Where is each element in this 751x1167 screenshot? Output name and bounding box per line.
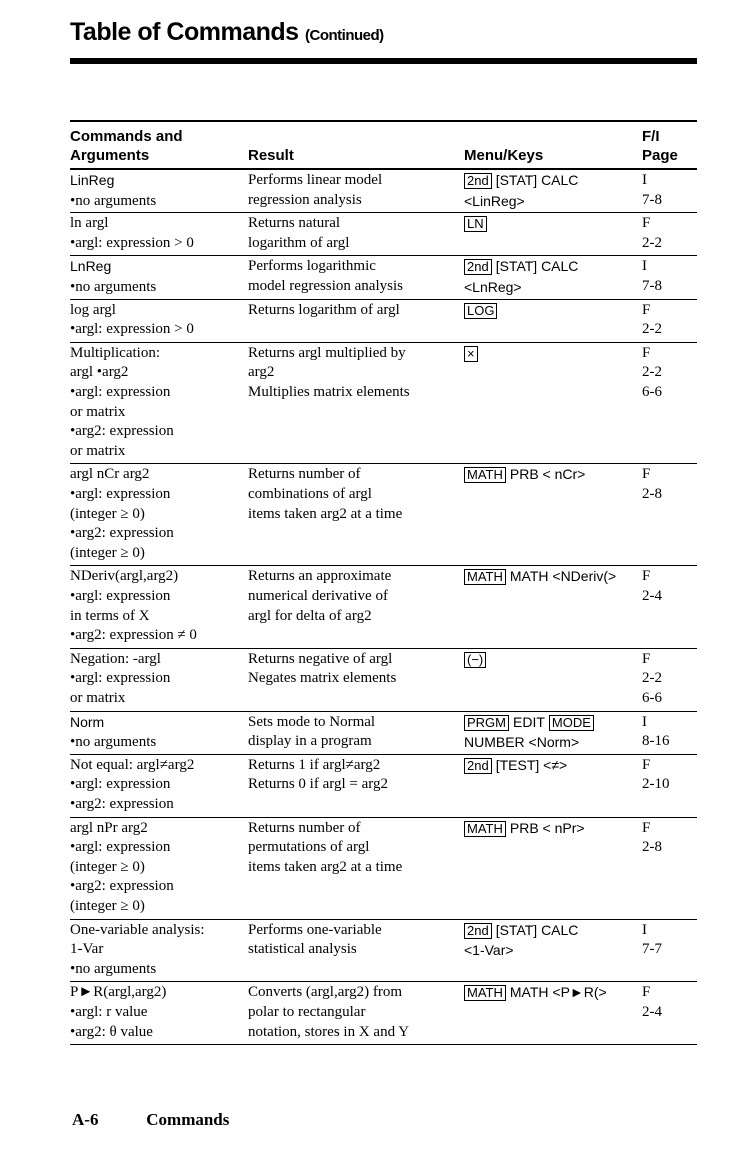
table-row <box>70 649 697 712</box>
page-line: F <box>642 466 651 483</box>
menu-keys-line <box>464 820 585 836</box>
table-row <box>70 818 697 920</box>
page-title <box>70 18 384 47</box>
command-line: or matrix <box>70 442 126 459</box>
page-line: 8-16 <box>642 733 670 750</box>
menu-keys-cell <box>464 819 585 840</box>
page-line: 6-6 <box>642 383 662 400</box>
calculator-key-icon: MATH <box>464 821 506 837</box>
command-line: LnReg <box>70 258 112 275</box>
command-cell <box>70 713 156 753</box>
calculator-key-icon: MATH <box>464 985 506 1001</box>
menu-keys-text: <1-Var> <box>464 942 514 959</box>
command-line: Norm <box>70 713 105 730</box>
command-line: •argl: expression > 0 <box>70 321 194 338</box>
menu-keys-text: [TEST] <≠> <box>495 756 568 773</box>
command-line: •argl: expression > 0 <box>70 234 194 251</box>
page-line: F <box>642 756 651 773</box>
menu-keys-line <box>464 345 482 361</box>
command-line: log argl <box>70 301 116 318</box>
menu-keys-line <box>464 568 616 584</box>
menu-keys-text: [STAT] CALC <box>495 921 579 938</box>
result-cell <box>248 257 403 296</box>
result-line: argl for delta of arg2 <box>248 607 372 624</box>
page-cell <box>642 257 662 296</box>
calculator-key-icon: 2nd <box>464 173 492 189</box>
page-cell <box>642 819 662 858</box>
menu-keys-cell <box>464 567 616 588</box>
title-rule <box>70 58 697 64</box>
menu-keys-cell <box>464 344 482 365</box>
menu-keys-line <box>464 942 514 958</box>
table-row <box>70 343 697 465</box>
table-row <box>70 982 697 1045</box>
menu-keys-line <box>464 922 578 938</box>
menu-keys-line <box>464 302 501 318</box>
table-row <box>70 170 697 213</box>
calculator-key-icon: MATH <box>464 467 506 483</box>
result-cell <box>248 650 396 689</box>
result-cell <box>248 214 349 253</box>
page-line: 2-2 <box>642 234 662 251</box>
page-line: 2-4 <box>642 1003 662 1020</box>
menu-keys-cell <box>464 214 491 235</box>
calculator-key-icon: LN <box>464 216 487 232</box>
command-line: One-variable analysis: <box>70 921 205 938</box>
result-cell <box>248 756 388 795</box>
command-cell <box>70 465 174 563</box>
header-commands-line2: Arguments <box>70 147 150 164</box>
result-cell <box>248 301 400 321</box>
menu-keys-line <box>464 279 522 295</box>
page-cell <box>642 344 662 403</box>
table-row <box>70 300 697 343</box>
table-row <box>70 566 697 648</box>
header-menu-keys: Menu/Keys <box>464 147 544 164</box>
result-cell <box>248 983 409 1042</box>
command-cell <box>70 567 197 645</box>
command-line: •no arguments <box>70 278 157 295</box>
command-cell <box>70 214 194 253</box>
header-result: Result <box>248 147 294 164</box>
calculator-key-icon: MODE <box>549 715 594 731</box>
command-line: (integer ≥ 0) <box>70 897 145 914</box>
command-line: in terms of X <box>70 607 150 624</box>
page-cell <box>642 983 662 1022</box>
calculator-key-icon: × <box>464 346 478 362</box>
menu-keys-line <box>464 466 585 482</box>
command-line: argl •arg2 <box>70 364 129 381</box>
menu-keys-text: PRB < nCr> <box>509 466 586 483</box>
command-cell <box>70 756 194 815</box>
title-main: Table of Commands <box>70 18 299 46</box>
command-cell <box>70 301 194 340</box>
calculator-key-icon: (−) <box>464 652 486 668</box>
command-line: 1-Var <box>70 941 104 958</box>
result-cell <box>248 713 375 752</box>
result-line: Returns argl multiplied by <box>248 344 406 361</box>
calculator-key-icon: 2nd <box>464 758 492 774</box>
result-line: display in a program <box>248 733 372 750</box>
command-cell <box>70 983 166 1042</box>
result-line: items taken arg2 at a time <box>248 858 403 875</box>
page-footer <box>72 1110 229 1130</box>
calculator-key-icon: LOG <box>464 303 497 319</box>
result-line: Returns 0 if argl = arg2 <box>248 776 388 793</box>
result-line: notation, stores in X and Y <box>248 1023 410 1040</box>
command-line: •no arguments <box>70 960 157 977</box>
menu-keys-cell <box>464 301 501 322</box>
menu-keys-line <box>464 258 578 274</box>
command-line: •arg2: expression <box>70 878 174 895</box>
page-line: 2-2 <box>642 670 662 687</box>
result-line: Returns natural <box>248 215 341 232</box>
result-line: regression analysis <box>248 191 362 208</box>
result-line: Converts (argl,arg2) from <box>248 984 402 1001</box>
menu-keys-line <box>464 984 607 1000</box>
menu-keys-line <box>464 757 567 773</box>
menu-keys-cell <box>464 650 490 671</box>
command-line: •arg2: expression <box>70 423 174 440</box>
result-line: Returns logarithm of argl <box>248 301 400 318</box>
page-line: 7-7 <box>642 941 662 958</box>
command-line: or matrix <box>70 689 126 706</box>
result-line: arg2 <box>248 364 275 381</box>
menu-keys-cell <box>464 921 578 962</box>
command-line: argl nCr arg2 <box>70 466 150 483</box>
result-line: items taken arg2 at a time <box>248 505 403 522</box>
result-line: Returns an approximate <box>248 568 392 585</box>
header-page <box>642 127 678 165</box>
result-line: Sets mode to Normal <box>248 713 376 730</box>
page-line: F <box>642 650 651 667</box>
result-cell <box>248 465 402 524</box>
result-cell <box>248 567 391 626</box>
command-line: •arg2: θ value <box>70 1023 153 1040</box>
page-cell <box>642 214 662 253</box>
page-line: 2-10 <box>642 776 670 793</box>
page-line: I <box>642 172 647 188</box>
calculator-key-icon: 2nd <box>464 923 492 939</box>
result-line: Negates matrix elements <box>248 670 397 687</box>
page-cell <box>642 756 670 795</box>
header-page-line2: Page <box>642 147 678 164</box>
header-commands-line1: Commands and <box>70 128 183 145</box>
result-line: permutations of argl <box>248 839 370 856</box>
page-line: I <box>642 921 647 938</box>
header-page-line1: F/I <box>642 128 660 145</box>
page-line: 7-8 <box>642 277 662 294</box>
menu-keys-cell <box>464 756 567 777</box>
result-cell <box>248 819 402 878</box>
calculator-key-icon: PRGM <box>464 715 509 731</box>
command-line: •argl: expression <box>70 776 171 793</box>
title-sub: (Continued) <box>305 27 384 44</box>
menu-keys-text: <LnReg> <box>464 278 522 295</box>
command-cell <box>70 171 156 211</box>
table-row <box>70 755 697 818</box>
menu-keys-line <box>464 172 578 188</box>
command-line: •argl: expression <box>70 485 171 502</box>
table-header <box>70 122 697 170</box>
result-line: Performs logarithmic <box>248 258 376 275</box>
command-line: Not equal: argl≠arg2 <box>70 756 195 773</box>
menu-keys-text: MATH <NDeriv(> <box>509 568 617 585</box>
footer-page-number: A-6 <box>72 1110 99 1129</box>
page-cell <box>642 713 670 752</box>
calculator-key-icon: 2nd <box>464 259 492 275</box>
command-line: LinReg <box>70 172 115 188</box>
page-line: F <box>642 344 651 361</box>
command-cell <box>70 257 156 297</box>
page-line: 2-4 <box>642 587 662 604</box>
page-line: 7-8 <box>642 191 662 208</box>
menu-keys-cell <box>464 713 598 754</box>
page-line: F <box>642 301 651 318</box>
page-line: F <box>642 984 651 1001</box>
command-cell <box>70 921 205 980</box>
header-commands <box>70 127 183 165</box>
result-cell <box>248 171 382 210</box>
command-cell <box>70 344 174 462</box>
menu-keys-cell <box>464 465 585 486</box>
command-line: (integer ≥ 0) <box>70 858 145 875</box>
command-line: •argl: expression <box>70 587 171 604</box>
page-line: 2-8 <box>642 839 662 856</box>
command-line: •argl: expression <box>70 383 171 400</box>
command-line: Multiplication: <box>70 344 160 361</box>
page-line: F <box>642 568 651 585</box>
page-cell <box>642 171 662 210</box>
command-line: •arg2: expression <box>70 795 174 812</box>
command-line: or matrix <box>70 403 126 420</box>
page-cell <box>642 465 662 504</box>
table-row <box>70 256 697 299</box>
command-line: •arg2: expression ≠ 0 <box>70 627 197 644</box>
menu-keys-line <box>464 215 491 231</box>
page-line: 2-8 <box>642 485 662 502</box>
result-line: logarithm of argl <box>248 234 350 251</box>
result-line: model regression analysis <box>248 277 403 294</box>
page-cell <box>642 650 662 709</box>
result-line: Returns 1 if argl≠arg2 <box>248 756 381 773</box>
command-cell <box>70 650 170 709</box>
table-row <box>70 464 697 566</box>
command-line: P►R(argl,arg2) <box>70 984 167 1001</box>
menu-keys-text: MATH <P►R(> <box>509 984 607 1001</box>
page-cell <box>642 921 662 960</box>
result-cell <box>248 344 410 403</box>
command-line: •no arguments <box>70 734 157 751</box>
calculator-key-icon: MATH <box>464 569 506 585</box>
result-line: statistical analysis <box>248 941 357 958</box>
table-body <box>70 170 697 1045</box>
commands-table <box>70 120 697 1045</box>
menu-keys-line <box>464 651 490 667</box>
page-line: 6-6 <box>642 689 662 706</box>
result-line: combinations of argl <box>248 485 372 502</box>
result-line: numerical derivative of <box>248 587 388 604</box>
menu-keys-text: [STAT] CALC <box>495 258 579 275</box>
result-line: polar to rectangular <box>248 1003 366 1020</box>
menu-keys-text: EDIT <box>513 713 545 730</box>
command-line: •argl: r value <box>70 1003 148 1020</box>
menu-keys-text: NUMBER <Norm> <box>464 734 580 751</box>
command-line: (integer ≥ 0) <box>70 544 145 561</box>
command-line: NDeriv(argl,arg2) <box>70 568 179 585</box>
result-line: Performs linear model <box>248 172 383 188</box>
table-row <box>70 920 697 983</box>
menu-keys-cell <box>464 257 578 298</box>
table-row <box>70 712 697 755</box>
page-line: 2-2 <box>642 364 662 381</box>
command-line: •arg2: expression <box>70 525 174 542</box>
menu-keys-cell <box>464 171 578 212</box>
menu-keys-text: PRB < nPr> <box>509 819 585 836</box>
menu-keys-line <box>464 734 579 750</box>
command-line: •argl: expression <box>70 670 171 687</box>
page-cell <box>642 301 662 340</box>
command-cell <box>70 819 174 917</box>
command-line: argl nPr arg2 <box>70 819 148 836</box>
menu-keys-line <box>464 193 525 209</box>
result-line: Returns negative of argl <box>248 650 393 667</box>
result-line: Returns number of <box>248 466 361 483</box>
page-line: 2-2 <box>642 321 662 338</box>
page-line: I <box>642 258 647 275</box>
menu-keys-cell <box>464 983 607 1004</box>
result-line: Multiplies matrix elements <box>248 383 410 400</box>
command-line: •no arguments <box>70 192 157 209</box>
result-line: Performs one-variable <box>248 921 382 938</box>
page-line: F <box>642 215 651 232</box>
menu-keys-line <box>464 714 598 730</box>
command-line: ln argl <box>70 215 109 232</box>
page-line: I <box>642 713 647 730</box>
page-cell <box>642 567 662 606</box>
command-line: (integer ≥ 0) <box>70 505 145 522</box>
result-line: Returns number of <box>248 819 361 836</box>
command-line: Negation: -argl <box>70 650 161 667</box>
page-line: F <box>642 819 651 836</box>
menu-keys-text: [STAT] CALC <box>495 172 579 188</box>
result-cell <box>248 921 382 960</box>
command-line: •argl: expression <box>70 839 171 856</box>
footer-section: Commands <box>146 1110 230 1129</box>
table-row <box>70 213 697 256</box>
menu-keys-text: <LinReg> <box>464 192 525 209</box>
